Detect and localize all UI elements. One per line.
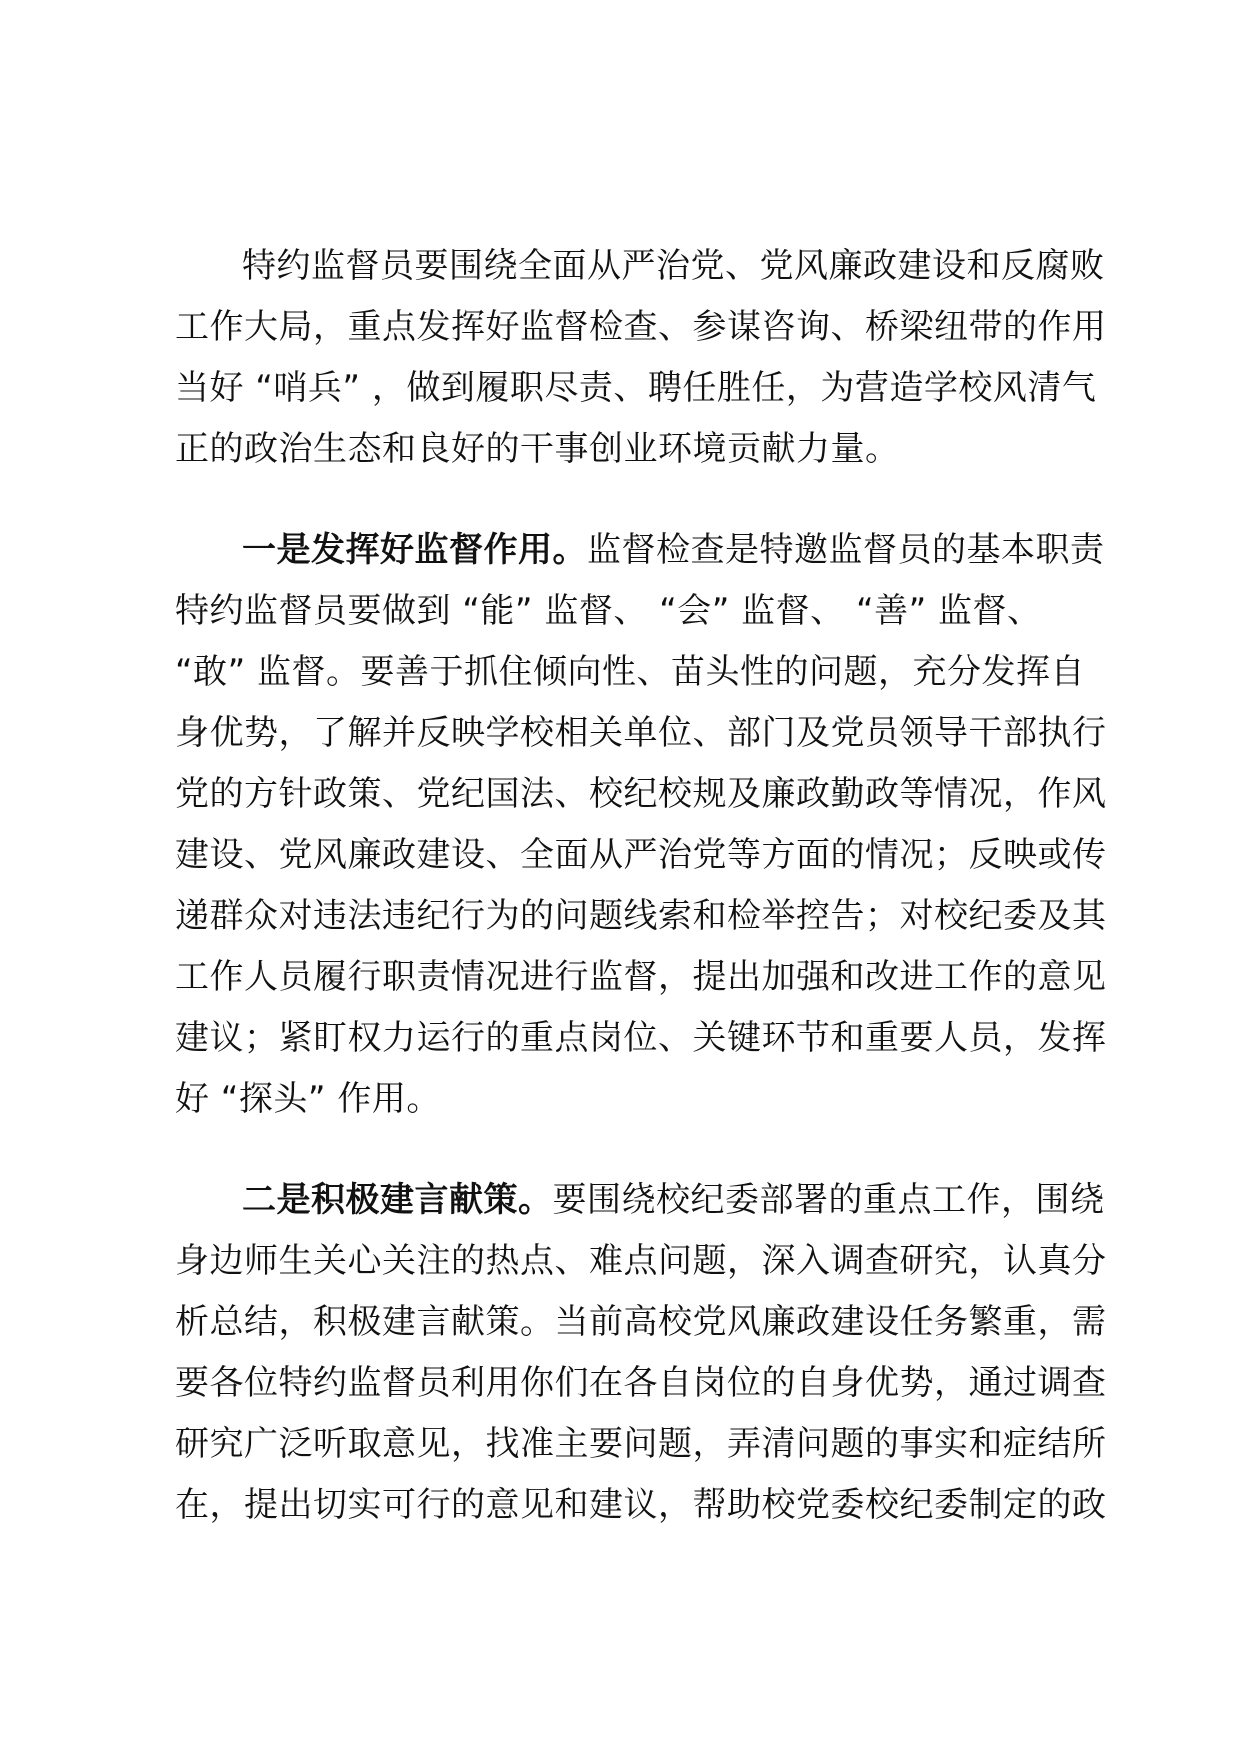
text-line: 在，提出切实可行的意见和建议，帮助校党委校纪委制定的政	[175, 1485, 1107, 1525]
text-line: 建设、党风廉政建设、全面从严治党等方面的情况；反映或传	[175, 835, 1107, 875]
document-page	[175, 236, 1107, 1536]
text-line: 特约监督员要围绕全面从严治党、党风廉政建设和反腐败	[242, 246, 1105, 286]
text-line: 党的方针政策、党纪国法、校纪校规及廉政勤政等情况，作风	[175, 774, 1107, 814]
paragraph-gap	[175, 480, 1089, 520]
paragraph-supervision	[175, 520, 1107, 1130]
section-heading: 二是积极建言献策。	[242, 1180, 553, 1220]
text-run: 要围绕校纪委部署的重点工作，围绕	[552, 1180, 1105, 1220]
text-line: 正的政治生态和良好的干事创业环境贡献力量。	[175, 429, 900, 469]
text-line: 当好 “哨兵” ，做到履职尽责、聘任胜任，为营造学校风清气	[175, 368, 1097, 408]
text-line: 建议；紧盯权力运行的重点岗位、关键环节和重要人员，发挥	[175, 1018, 1107, 1058]
text-line: 要各位特约监督员利用你们在各自岗位的自身优势，通过调查	[175, 1363, 1107, 1403]
paragraph-advice	[175, 1170, 1107, 1536]
text-line: “敢” 监督。要善于抓住倾向性、苗头性的问题，充分发挥自	[175, 652, 1086, 692]
text-line: 身优势，了解并反映学校相关单位、部门及党员领导干部执行	[175, 713, 1107, 753]
text-line: 特约监督员要做到 “能” 监督、 “会” 监督、 “善” 监督、	[175, 591, 1042, 631]
text-line: 递群众对违法违纪行为的问题线索和检举控告；对校纪委及其	[175, 896, 1107, 936]
text-line	[175, 1170, 1105, 1231]
text-line: 工作人员履行职责情况进行监督，提出加强和改进工作的意见	[175, 957, 1107, 997]
text-line	[175, 520, 1105, 581]
text-line: 析总结，积极建言献策。当前高校党风廉政建设任务繁重，需	[175, 1302, 1107, 1342]
text-line: 好 “探头” 作用。	[175, 1079, 441, 1119]
text-run: 监督检查是特邀监督员的基本职责	[587, 530, 1105, 570]
text-line: 身边师生关心关注的热点、难点问题，深入调查研究，认真分	[175, 1241, 1107, 1281]
text-line: 研究广泛听取意见，找准主要问题，弄清问题的事实和症结所	[175, 1424, 1107, 1464]
paragraph-intro	[175, 236, 1107, 480]
paragraph-gap	[175, 1130, 1089, 1170]
section-heading: 一是发挥好监督作用。	[242, 530, 587, 570]
text-line: 工作大局，重点发挥好监督检查、参谋咨询、桥梁纽带的作用	[175, 307, 1107, 347]
